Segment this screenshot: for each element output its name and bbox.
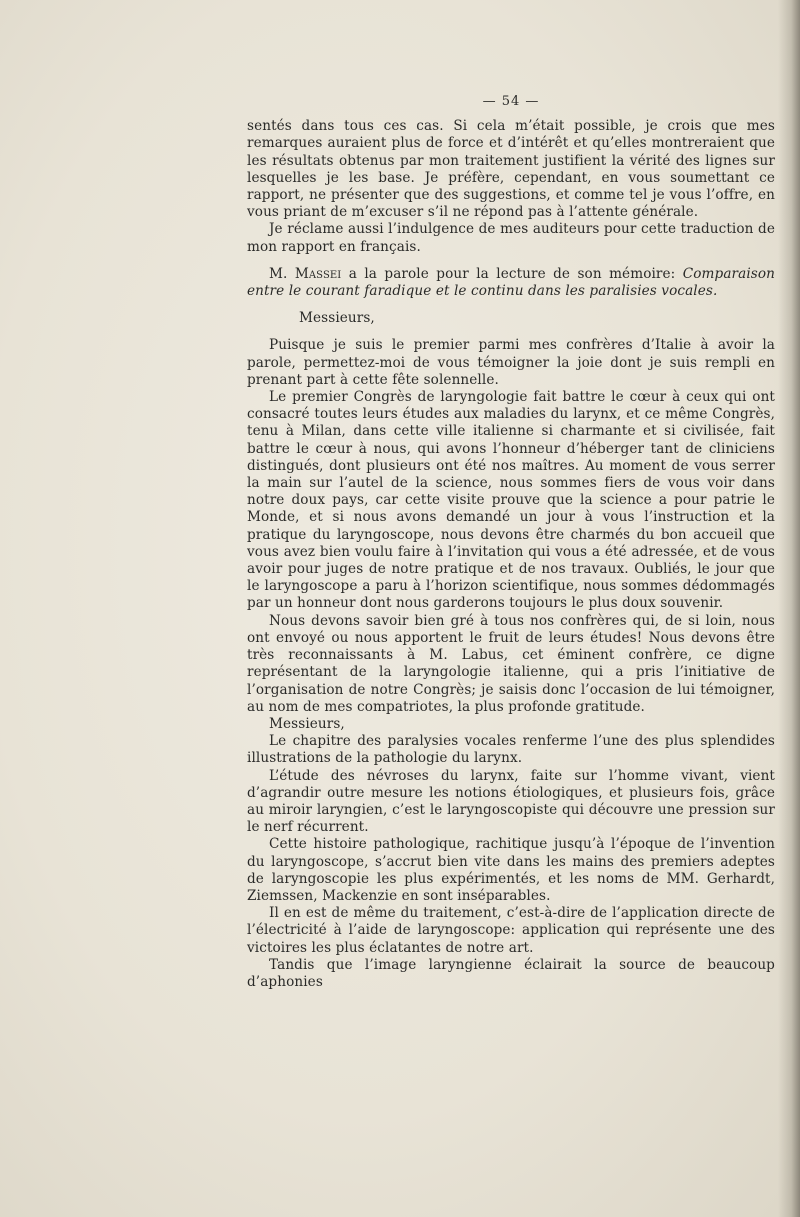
salutation-1: Messieurs, bbox=[299, 310, 375, 327]
paragraph-9: Cette histoire pathologique, rachitique jusqu’à l’époque de l’invention du laryngoscope, s’accrut bien vite dans les mains des premiers adeptes de laryngoscopie les plus expérimentés, et les noms de MM. Gerhardt, Ziemssen, Mackenzie en sont inséparables. bbox=[247, 836, 775, 904]
paragraph-8: L’étude des névroses du larynx, faite sur l’homme vivant, vient d’agrandir outre mesure les notions étiologiques, et plusieurs fois, grâce au miroir laryngien, c’est le laryngoscopiste qui découvre une pression sur le nerf récurrent. bbox=[247, 767, 775, 836]
spacer bbox=[247, 256, 775, 266]
speaker-name: Massei bbox=[294, 265, 342, 282]
announcement-text: a la parole pour la lecture de son mémoire: bbox=[341, 265, 683, 282]
paragraph-3 bbox=[247, 266, 775, 300]
page-number: — 54 — bbox=[482, 94, 540, 109]
paragraph-6: Nous devons savoir bien gré à tous nos confrères qui, de si loin, nous ont envoyé ou nous apportent le fruit de leurs études! Nous devons être très reconnaissants à M. Labus, cet éminent confrère, ce digne représentant de la laryngologie italienne, qui a pris l’initiative de l’organisation de notre Congrès; je saisis donc l’occasion de lui témoigner, au nom de mes compatriotes, la plus profonde gratitude. bbox=[247, 612, 775, 715]
paragraph-11: Tandis que l’image laryngienne éclairait la source de beaucoup d’aphonies bbox=[247, 956, 775, 990]
paragraph-10: Il en est de même du traitement, c’est-à-dire de l’application directe de l’électricité à l’aide de laryngoscope: application qui représente une des victoires les plus éclatantes de notre art. bbox=[247, 905, 775, 956]
text-block bbox=[247, 93, 775, 991]
spacer bbox=[247, 300, 775, 310]
memoir-title: Comparaison entre le courant faradique et le continu dans les paralisies vocales. bbox=[247, 265, 775, 300]
spacer bbox=[247, 327, 775, 337]
speaker-prefix: M. bbox=[269, 265, 295, 282]
paragraph-4: Puisque je suis le premier parmi mes confrères d’Italie à avoir la parole, permettez-moi de vous témoigner la joie dont je suis rempli en prenant part à cette fête solennelle. bbox=[247, 337, 775, 388]
salutation-2: Messieurs, bbox=[269, 715, 345, 732]
paragraph-2: Je réclame aussi l’indulgence de mes auditeurs pour cette traduction de mon rapport en français. bbox=[247, 221, 775, 255]
paragraph-5: Le premier Congrès de laryngologie fait battre le cœur à ceux qui ont consacré toutes leurs études aux maladies du larynx, et ce même Congrès, tenu à Milan, dans cette ville italienne si charmante et si civilisée, fait battre le cœur à nous, qui avons l’honneur d’héberger tant de cliniciens distingués, dont plusieurs ont été nos maîtres. Au moment de vous serrer la main sur l’autel de la science, nous sommes fiers de vous voir dans notre doux pays, car cette visite prouve que la science a pour patrie le Monde, et si nous avons demandé un jour à vous l’instruction et la pratique du laryngoscope, nous devons être charmés du bon accueil que vous avez bien voulu faire à l’invitation qui vous a été adressée, et de vous avoir pour juges de notre pratique et de nos travaux. Oubliés, le jour que le laryngoscope a paru à l’horizon scientifique, nous sommes dédommagés par un honneur dont nous garderons toujours le plus doux souvenir. bbox=[247, 389, 775, 612]
paragraph-1: sentés dans tous ces cas. Si cela m’était possible, je crois que mes remarques auraient plus de force et d’intérêt et qu’elles montreraient que les résultats obtenus par mon traitement justifient la vérité des lignes sur lesquelles je les base. Je préfère, cependant, en vous soumettant ce rapport, ne présenter que des suggestions, et comme tel je vous l’offre, en vous priant de m’excuser s’il ne répond pas à l’attente générale. bbox=[247, 118, 775, 221]
page-edge-shadow bbox=[778, 0, 800, 1217]
paragraph-7: Le chapitre des paralysies vocales renferme l’une des plus splendides illustrations de la pathologie du larynx. bbox=[247, 733, 775, 767]
